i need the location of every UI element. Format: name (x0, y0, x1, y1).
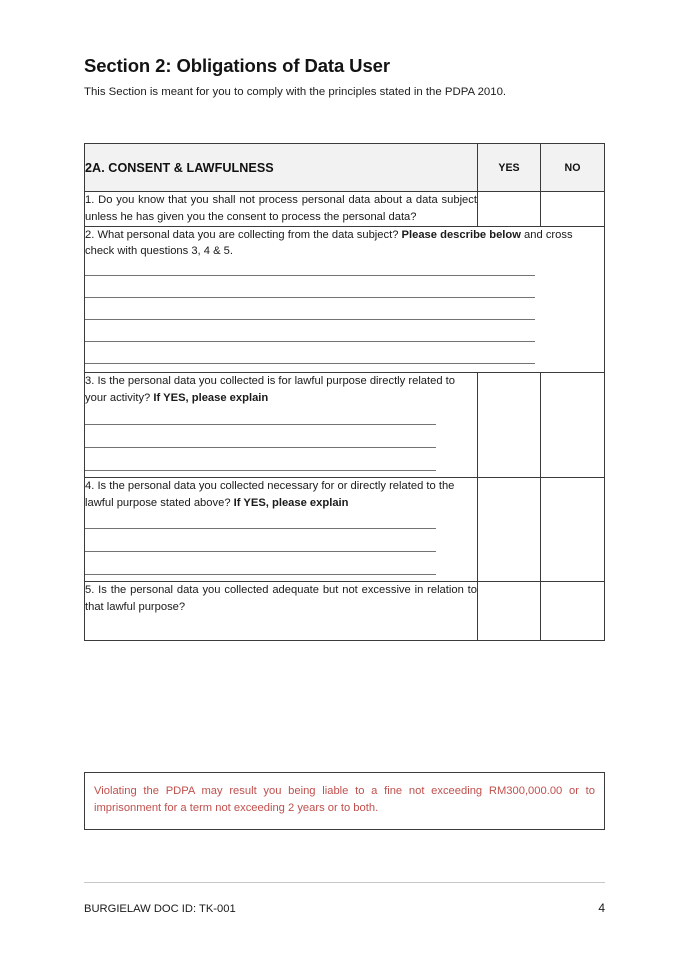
question-text-q3-bold: If YES, please explain (153, 391, 269, 404)
answer-cell-no-q1[interactable] (541, 192, 605, 227)
column-header-no: NO (541, 144, 605, 192)
answer-rules-q4 (85, 528, 477, 575)
question-text-q2-part2: and cross check with questions 3, 4 & 5. (85, 228, 573, 258)
table-row (85, 477, 605, 582)
answer-rule-line[interactable] (85, 319, 535, 320)
heading-block (84, 55, 604, 101)
question-text-q1: 1. Do you know that you shall not process personal data about a data subject unless he has given you the consent to process the personal data? (85, 194, 477, 223)
question-cell-q1 (85, 192, 478, 227)
page-subtitle: This Section is meant for you to comply with the principles stated in the PDPA 2010. (84, 86, 507, 99)
answer-cell-yes-q1[interactable] (478, 192, 541, 227)
column-header-yes: YES (478, 144, 541, 192)
answer-cell-no-q3[interactable] (541, 373, 605, 478)
answer-rule-line[interactable] (85, 363, 535, 364)
question-cell-q5 (85, 582, 478, 641)
answer-rule-line[interactable] (85, 424, 436, 425)
answer-rule-line[interactable] (85, 574, 436, 575)
answer-rule-line[interactable] (85, 275, 535, 276)
footer-doc-id: BURGIELAW DOC ID: TK-001 (84, 903, 236, 915)
answer-cell-yes-q4[interactable] (478, 477, 541, 582)
section-header-label: 2A. CONSENT & LAWFULNESS (85, 144, 478, 192)
table-row (85, 192, 605, 227)
table-row (85, 773, 605, 830)
answer-rule-line[interactable] (85, 528, 436, 529)
question-text-q2-bold: Please describe below (401, 228, 521, 241)
question-cell-q4 (85, 477, 478, 582)
footer-page-number: 4 (598, 901, 605, 915)
question-text-q2-part1: 2. What personal data you are collecting from the data subject? (85, 228, 402, 241)
question-text-q3-part1: 3. Is the personal data you collected is for lawful purpose directly related to your activity? (85, 375, 456, 404)
answer-rule-line[interactable] (85, 551, 436, 552)
consent-lawfulness-table (84, 143, 605, 641)
answer-rule-line[interactable] (85, 341, 535, 342)
answer-rule-line[interactable] (85, 447, 436, 448)
question-cell-q3 (85, 373, 478, 478)
answer-cell-yes-q5[interactable] (478, 582, 541, 641)
answer-rules-q2 (85, 275, 604, 364)
table-header-row (85, 144, 605, 192)
answer-cell-no-q4[interactable] (541, 477, 605, 582)
penalty-warning-text: Violating the PDPA may result you being liable to a fine not exceeding RM300,000.00 or to imprisonment for a term not exceeding 2 years or to both. (94, 785, 595, 815)
question-text-q4 (85, 478, 477, 512)
table-row (85, 582, 605, 641)
answer-rule-line[interactable] (85, 470, 436, 471)
question-text-q5: 5. Is the personal data you collected adequate but not excessive in relation to that lawful purpose? (85, 584, 477, 614)
question-text-q4-part1: 4. Is the personal data you collected necessary for or directly related to the lawful purpose stated above? (85, 479, 455, 509)
question-text-q2 (85, 227, 604, 261)
footer-divider (84, 882, 605, 883)
answer-cell-no-q5[interactable] (541, 582, 605, 641)
answer-rules-q3 (85, 424, 477, 471)
answer-rule-line[interactable] (85, 297, 535, 298)
table-row (85, 226, 605, 373)
question-text-q3 (85, 373, 477, 407)
answer-cell-yes-q3[interactable] (478, 373, 541, 478)
penalty-warning-table (84, 772, 605, 830)
penalty-warning-cell (85, 773, 605, 830)
page-title: Section 2: Obligations of Data User (84, 55, 390, 76)
table-row (85, 373, 605, 478)
question-text-q4-bold: If YES, please explain (233, 496, 349, 509)
question-cell-q2 (85, 226, 605, 373)
page-footer (84, 901, 605, 915)
